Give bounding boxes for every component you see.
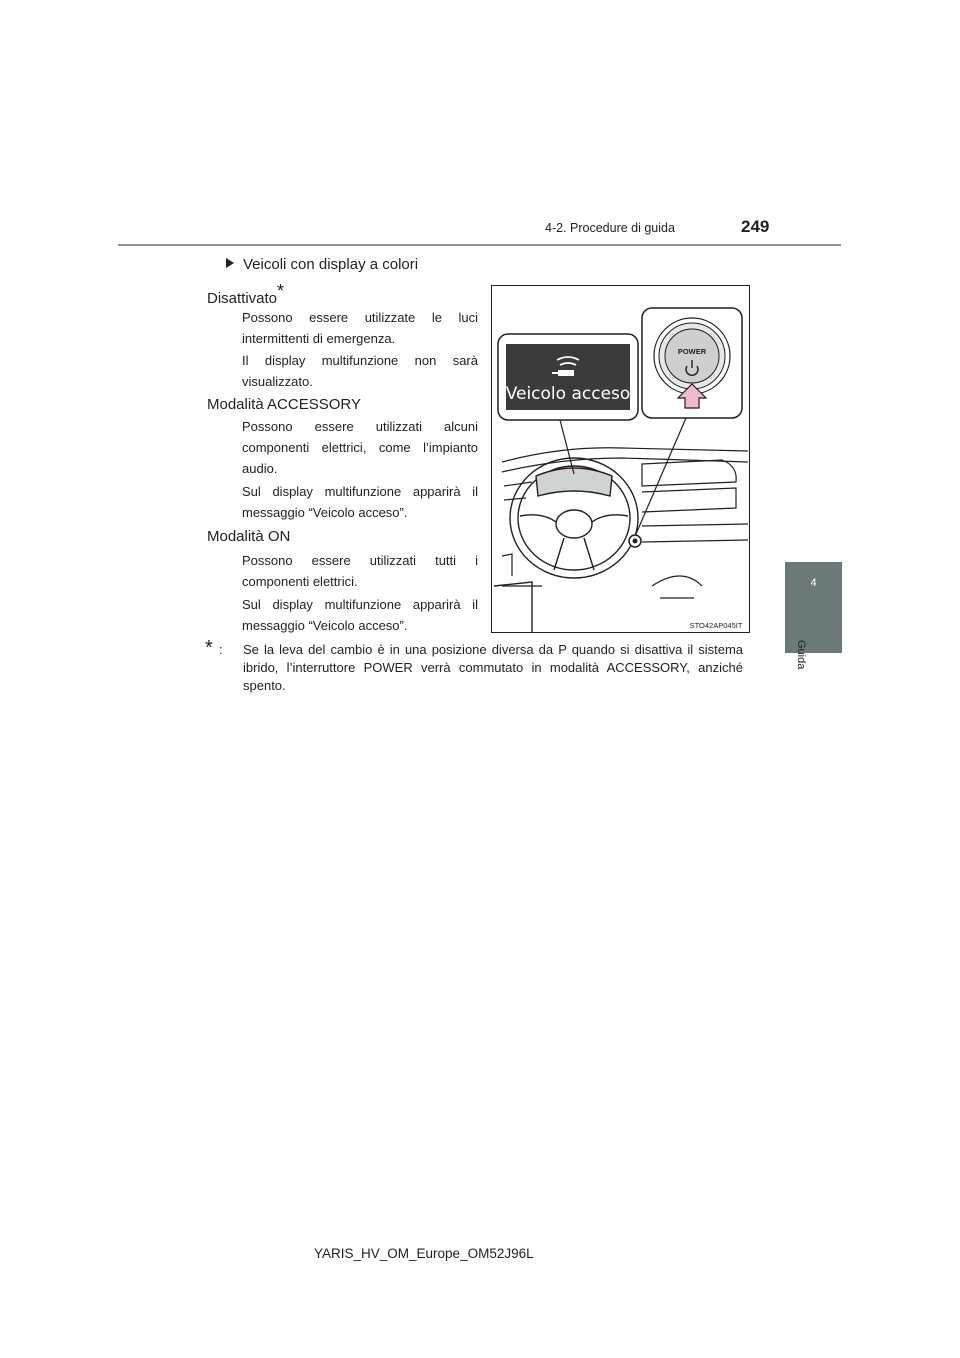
footnote-colon: : bbox=[219, 642, 223, 657]
mode-title-on: Modalità ON bbox=[207, 528, 291, 545]
dashboard-drawing bbox=[492, 286, 749, 632]
chapter-tab-label: Guida bbox=[795, 640, 807, 670]
mode-title-off bbox=[207, 281, 285, 307]
mode-title-accessory: Modalità ACCESSORY bbox=[207, 396, 361, 413]
chapter-tab-number: 4 bbox=[810, 577, 817, 589]
power-button-label: POWER bbox=[677, 347, 707, 356]
triangle-bullet-icon bbox=[226, 258, 234, 268]
page-number: 249 bbox=[741, 217, 770, 236]
paragraph: Possono essere utilizzate le luci intermittenti di emergenza. bbox=[242, 310, 478, 346]
paragraph: Possono essere utilizzati tutti i componenti elettrici. bbox=[242, 553, 478, 589]
paragraph: Il display multifunzione non sarà visualizzato. bbox=[242, 353, 478, 389]
chapter-tab bbox=[785, 562, 842, 653]
header-rule bbox=[118, 244, 841, 246]
section-title: 4-2. Procedure di guida bbox=[545, 221, 675, 235]
paragraph: Sul display multifunzione apparirà il messaggio “Veicolo acceso”. bbox=[242, 597, 478, 633]
subheading bbox=[226, 256, 418, 273]
footnote bbox=[205, 637, 743, 695]
footnote-text: Se la leva del cambio è in una posizione diversa da P quando si disattiva il sistema ibrido, l’interruttore POWER verrà commutato in modalità ACCESSORY, anziché spento. bbox=[243, 642, 743, 693]
mode-accessory-desc-2 bbox=[242, 481, 478, 523]
dashboard-illustration bbox=[491, 285, 750, 633]
subheading-text: Veicoli con display a colori bbox=[243, 256, 419, 273]
mode-off-desc-2 bbox=[242, 350, 478, 392]
mode-off-desc-1 bbox=[242, 307, 478, 349]
document-footer: YARIS_HV_OM_Europe_OM52J96L bbox=[314, 1246, 534, 1261]
paragraph: Possono essere utilizzati alcuni componenti elettrici, come l’impianto audio. bbox=[242, 419, 478, 476]
footnote-asterisk: * bbox=[205, 637, 213, 659]
mode-on-desc-2 bbox=[242, 594, 478, 636]
figure-code: STO42AP045IT bbox=[689, 621, 743, 630]
paragraph: Sul display multifunzione apparirà il messaggio “Veicolo acceso”. bbox=[242, 484, 478, 520]
display-message: Veicolo acceso bbox=[505, 384, 631, 404]
mode-on-desc-1 bbox=[242, 550, 478, 592]
asterisk-mark: * bbox=[277, 281, 285, 301]
mode-accessory-desc-1 bbox=[242, 416, 478, 479]
mode-title-text: Disattivato bbox=[207, 290, 278, 307]
